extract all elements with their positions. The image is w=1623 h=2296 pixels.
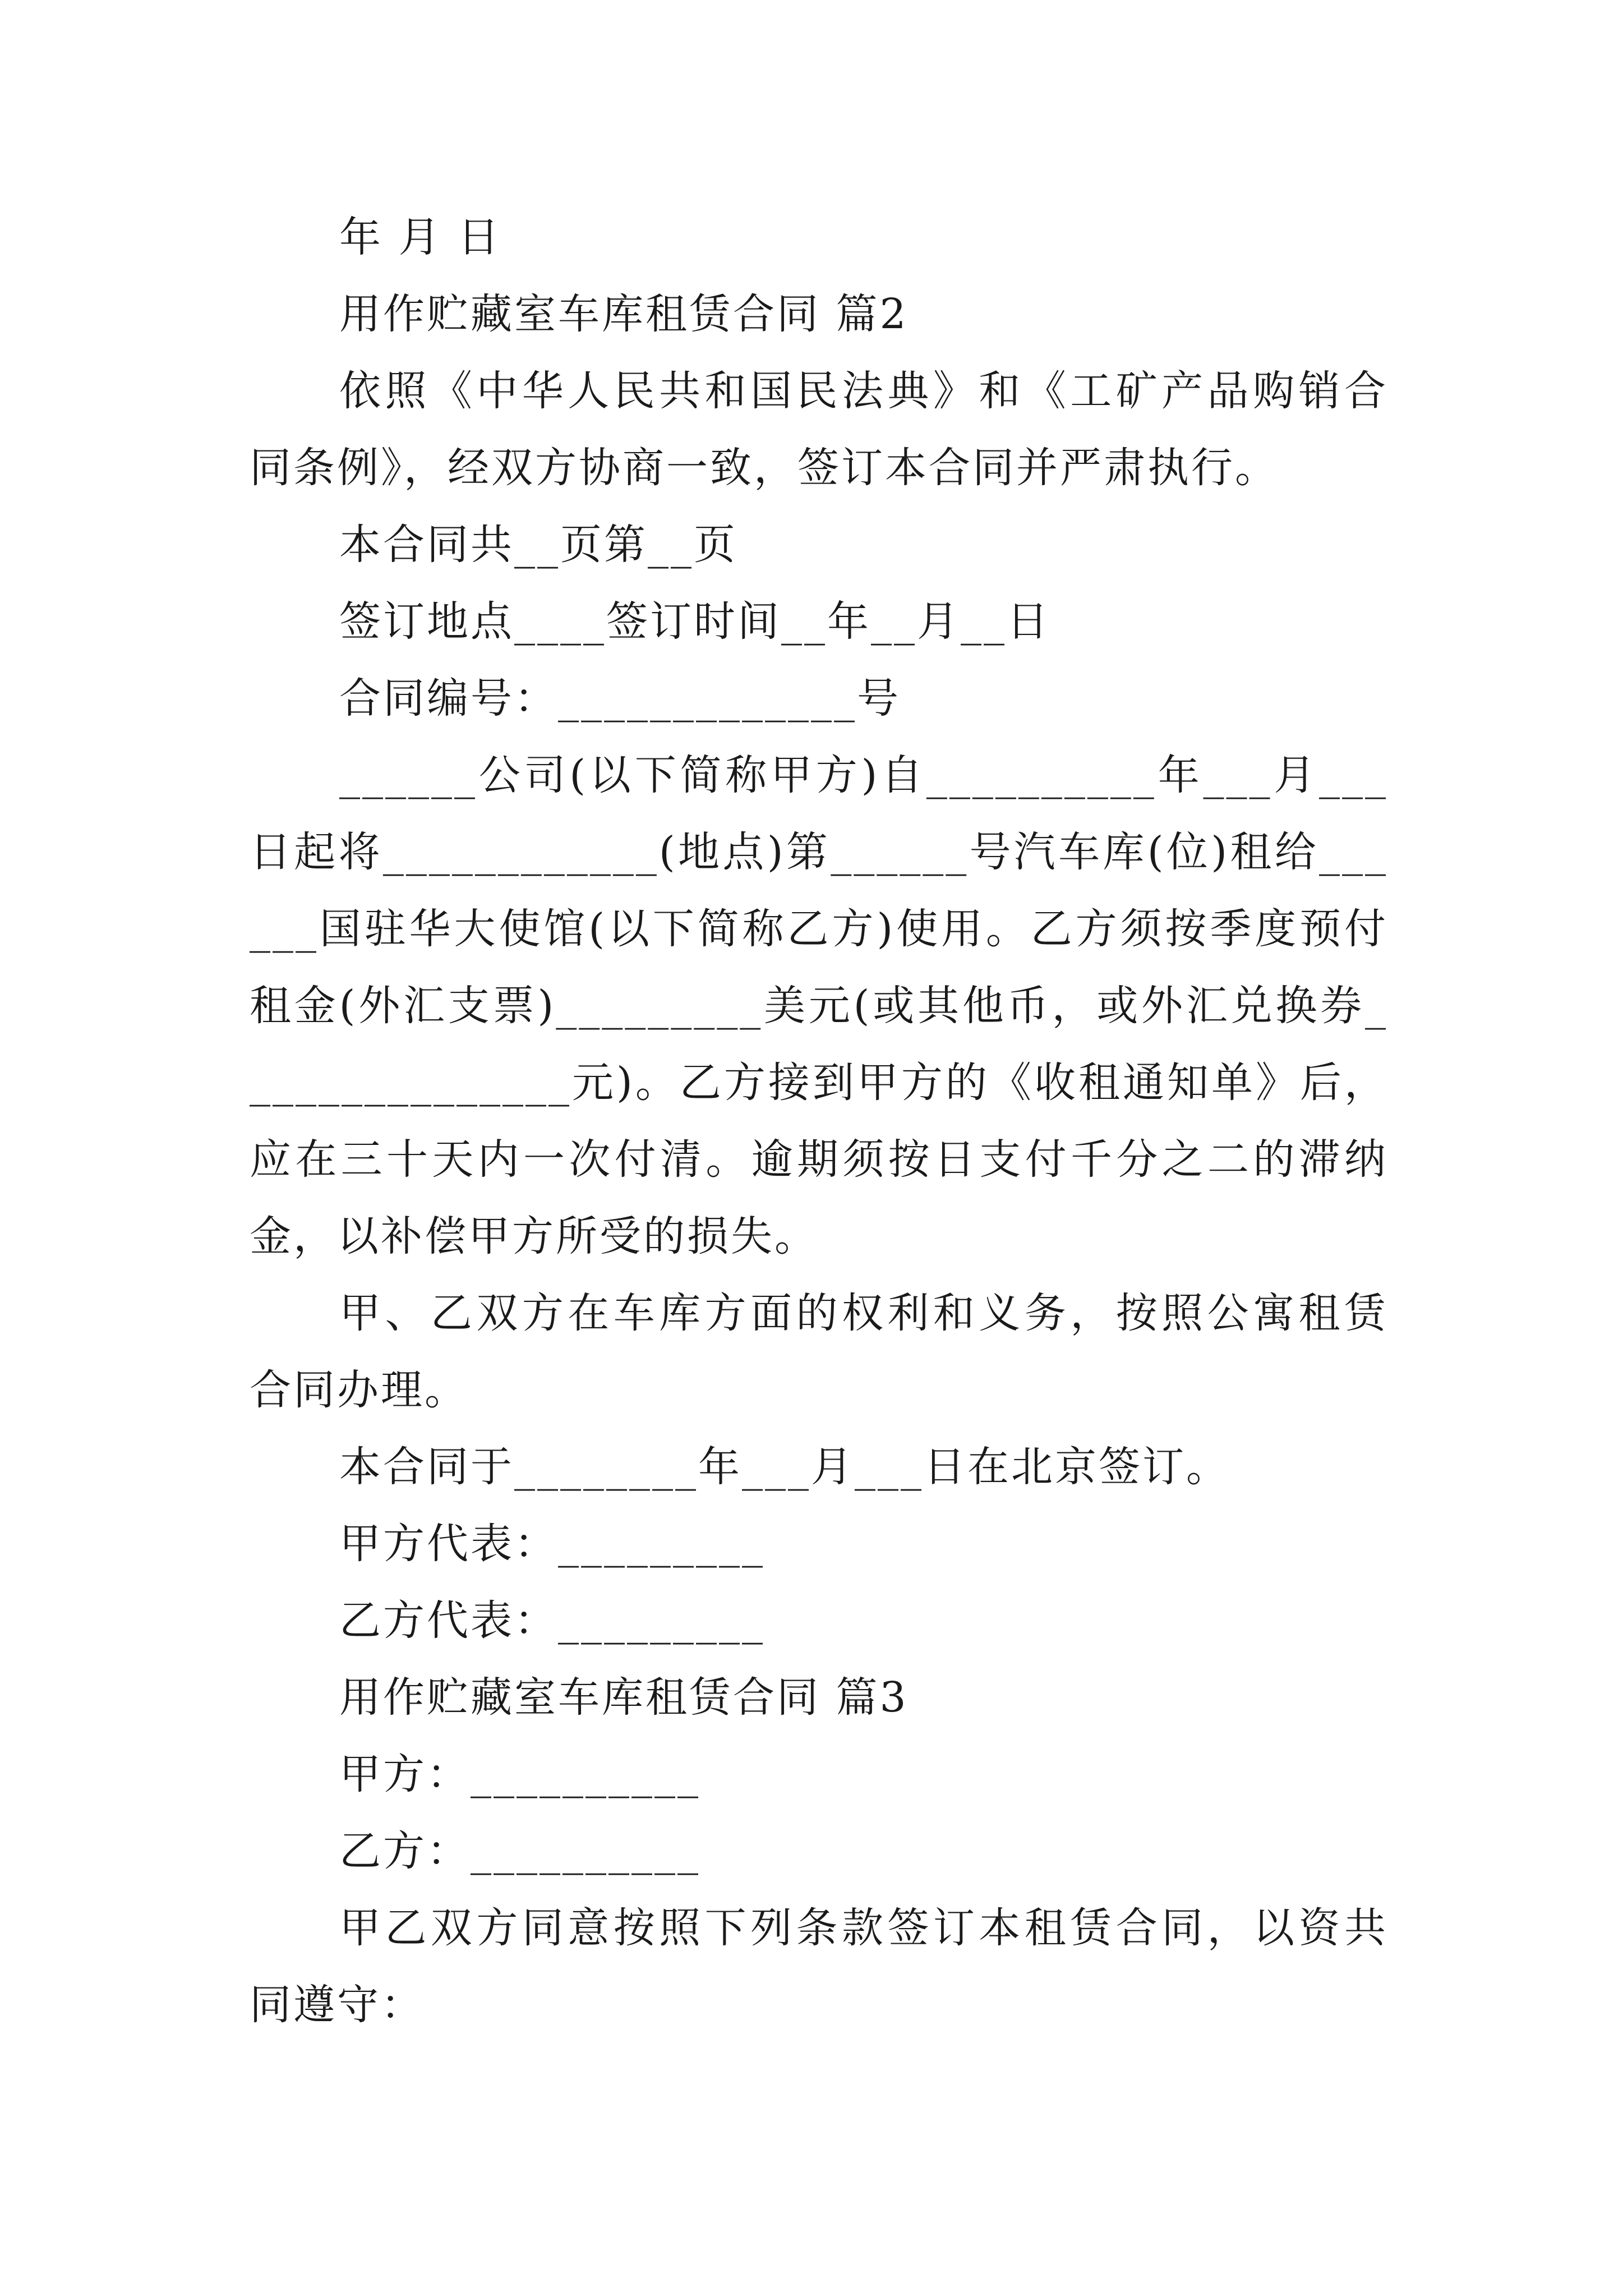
paragraph-lease-terms: ______公司(以下简称甲方)自__________年___月___日起将____________(地点)第______号汽车库(位)租给______国驻华大使馆(以下简称乙方)使用。乙方须按季度预付租金(外汇支票)_________美元(或其他币，或外汇兑换券_______________元)。乙方接到甲方的《收租通知单》后，应在三十天内一次付清。逾期须按日支付千分之二的滞纳金，以补偿甲方所受的损失。 xyxy=(250,751,1388,1260)
paragraph-basis: 依照《中华人民共和国民法典》和《工矿产品购销合同条例》，经双方协商一致，签订本合同并严肃执行。 xyxy=(250,367,1388,492)
party-b-line: 乙方：__________ xyxy=(339,1827,700,1875)
paragraph-sign-place-time: 签订地点____签订时间__年__月__日 xyxy=(339,597,1050,646)
paragraph-page-count: 本合同共__页第__页 xyxy=(339,521,737,569)
party-a-line: 甲方：__________ xyxy=(339,1750,700,1798)
document-body xyxy=(250,199,1388,2044)
paragraph-signing-date: 本合同于________年___月___日在北京签订。 xyxy=(339,1443,1230,1491)
section-heading-3: 用作贮藏室车库租赁合同 篇3 xyxy=(339,1673,909,1722)
paragraph-contract-number: 合同编号：_____________号 xyxy=(339,674,901,723)
date-line: 年 月 日 xyxy=(339,213,502,261)
paragraph-agreement-intro: 甲乙双方同意按照下列条款签订本租赁合同，以资共同遵守： xyxy=(250,1904,1388,2029)
party-a-representative: 甲方代表：_________ xyxy=(339,1520,765,1568)
paragraph-rights-obligations: 甲、乙双方在车库方面的权利和义务，按照公寓租赁合同办理。 xyxy=(250,1289,1388,1414)
party-b-representative: 乙方代表：_________ xyxy=(339,1596,765,1645)
section-heading-2: 用作贮藏室车库租赁合同 篇2 xyxy=(339,290,909,338)
